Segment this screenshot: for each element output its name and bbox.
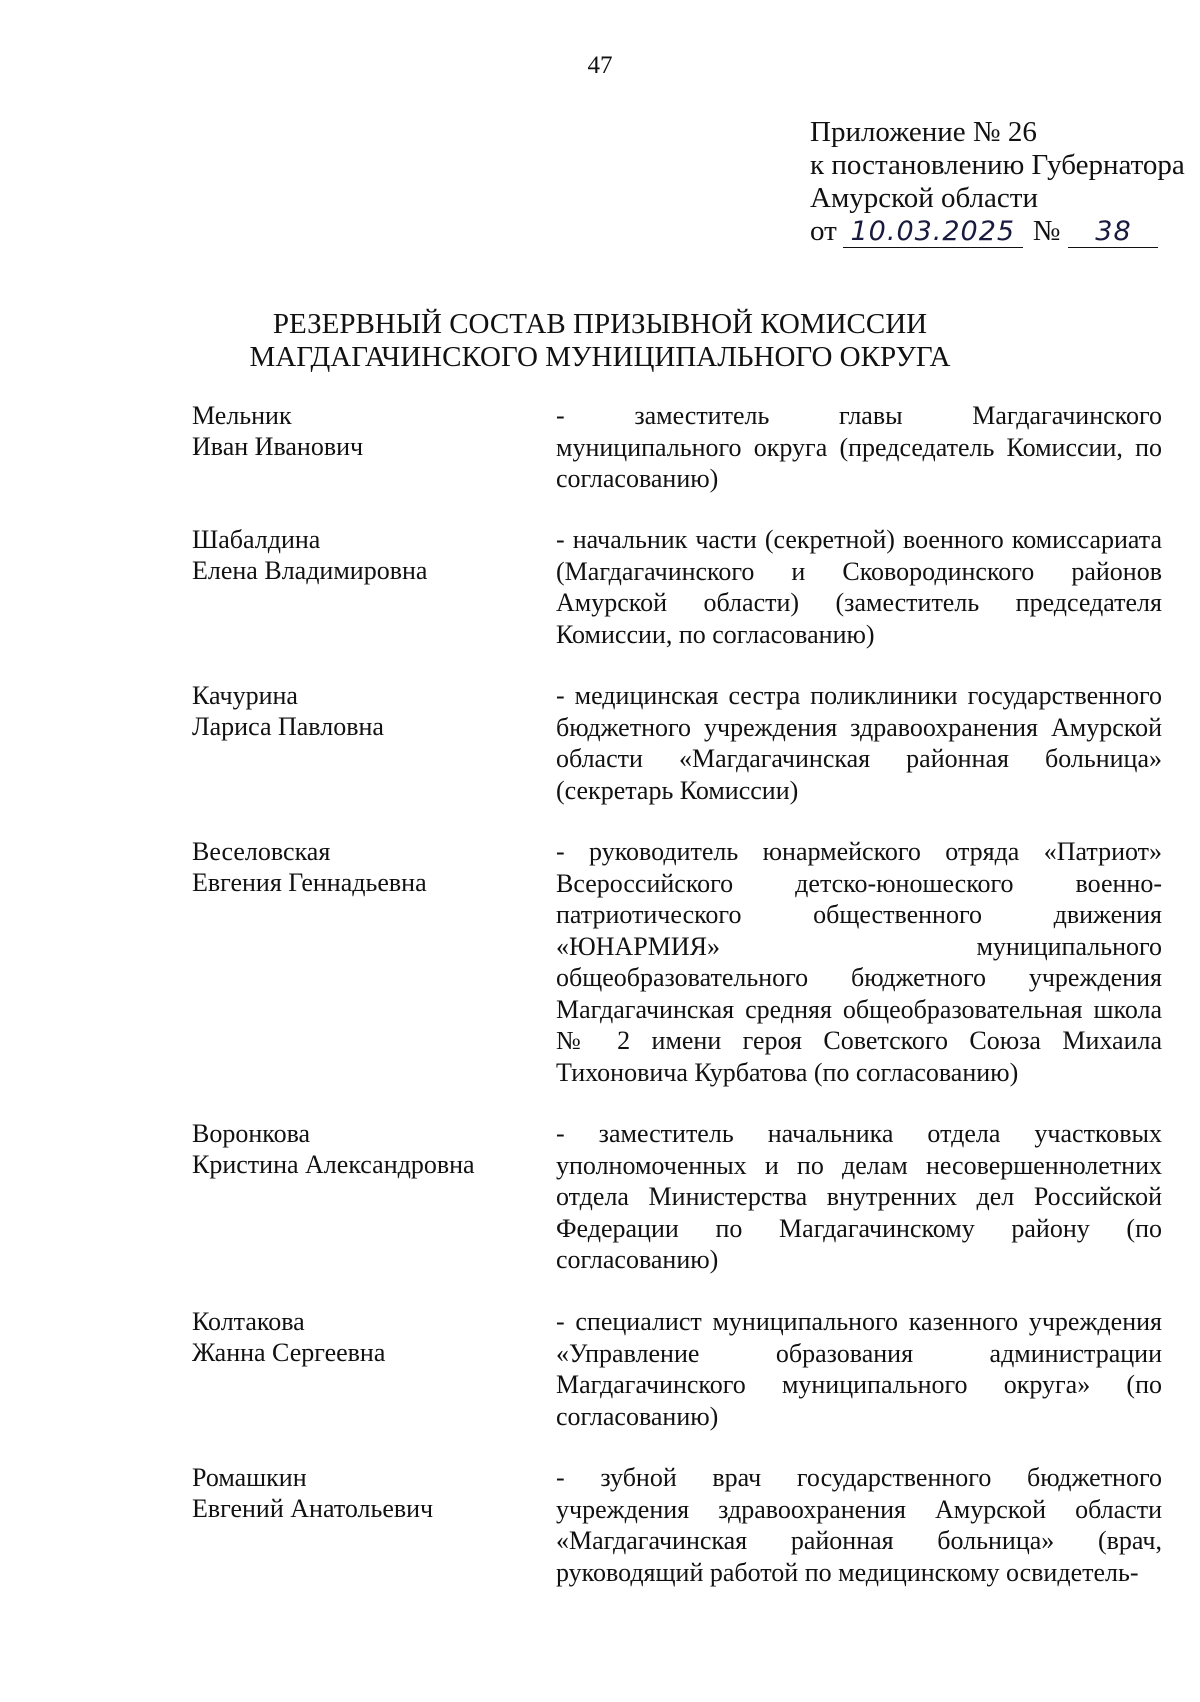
title-line-1: РЕЗЕРВНЫЙ СОСТАВ ПРИЗЫВНОЙ КОМИССИИ <box>272 308 928 340</box>
member-name <box>192 1306 522 1368</box>
member-name <box>192 1118 522 1180</box>
member-surname: Воронкова <box>192 1119 311 1148</box>
member-given-name: Елена Владимировна <box>192 556 428 585</box>
member-role: - заместитель начальника отдела участковых уполномоченных и по делам несовершеннолетних отдела Министерства внутренних дел Российской Федерации по Магдагачинскому району (по согласованию) <box>556 1119 1162 1274</box>
member-name <box>192 524 522 586</box>
member-surname: Мельник <box>192 401 292 430</box>
member-surname: Качурина <box>192 681 298 710</box>
member-role: - начальник части (секретной) военного комиссариата (Магдагачинского и Сковородинского районов Амурской области) (заместитель председателя Комиссии, по согласованию) <box>556 525 1162 649</box>
handwritten-date: 10.03.2025 <box>843 217 1023 248</box>
member-surname: Ромашкин <box>192 1463 307 1492</box>
member-role: - руководитель юнармейского отряда «Патриот» Всероссийского детско-юношеского военно-патриотического общественного движения «ЮНАРМИЯ» муниципального общеобразовательного бюджетного учреждения Магдагачинская средняя общеобразовательная школа № 2 имени героя Советского Союза Михаила Тихоновича Курбатова (по согласованию) <box>556 837 1162 1087</box>
appendix-line-3: Амурской области <box>810 182 1038 214</box>
title-line-2: МАГДАГАЧИНСКОГО МУНИЦИПАЛЬНОГО ОКРУГА <box>249 341 951 373</box>
member-surname: Шабалдина <box>192 525 321 554</box>
member-name <box>192 400 522 462</box>
member-given-name: Лариса Павловна <box>192 712 384 741</box>
member-name <box>192 1462 522 1524</box>
member-name <box>192 836 522 898</box>
date-prefix: от <box>810 215 837 247</box>
member-given-name: Евгений Анатольевич <box>192 1494 434 1523</box>
member-surname: Веселовская <box>192 837 331 866</box>
member-given-name: Иван Иванович <box>192 432 364 461</box>
appendix-signature-line <box>810 215 1185 248</box>
member-given-name: Жанна Сергеевна <box>192 1338 386 1367</box>
page-number: 47 <box>587 52 613 79</box>
number-sign: № <box>1032 215 1061 247</box>
member-role: - заместитель главы Магдагачинского муниципального округа (председатель Комиссии, по согласованию) <box>556 401 1162 493</box>
appendix-line-2: к постановлению Губернатора <box>810 149 1185 181</box>
member-role: - зубной врач государственного бюджетного учреждения здравоохранения Амурской области «Магдагачинская районная больница» (врач, руководящий работой по медицинскому освидетель- <box>556 1463 1162 1587</box>
member-role: - специалист муниципального казенного учреждения «Управление образования администрации Магдагачинского муниципального округа» (по согласованию) <box>556 1307 1162 1431</box>
appendix-block <box>810 116 1185 248</box>
member-role: - медицинская сестра поликлиники государственного бюджетного учреждения здравоохранения Амурской области «Магдагачинская районная больница» (секретарь Комиссии) <box>556 681 1162 805</box>
member-given-name: Кристина Александровна <box>192 1150 475 1179</box>
document-title <box>0 308 1200 374</box>
member-given-name: Евгения Геннадьевна <box>192 868 427 897</box>
member-name <box>192 680 522 742</box>
handwritten-number: 38 <box>1068 217 1158 248</box>
member-surname: Колтакова <box>192 1307 305 1336</box>
appendix-line-1: Приложение № 26 <box>810 116 1037 148</box>
